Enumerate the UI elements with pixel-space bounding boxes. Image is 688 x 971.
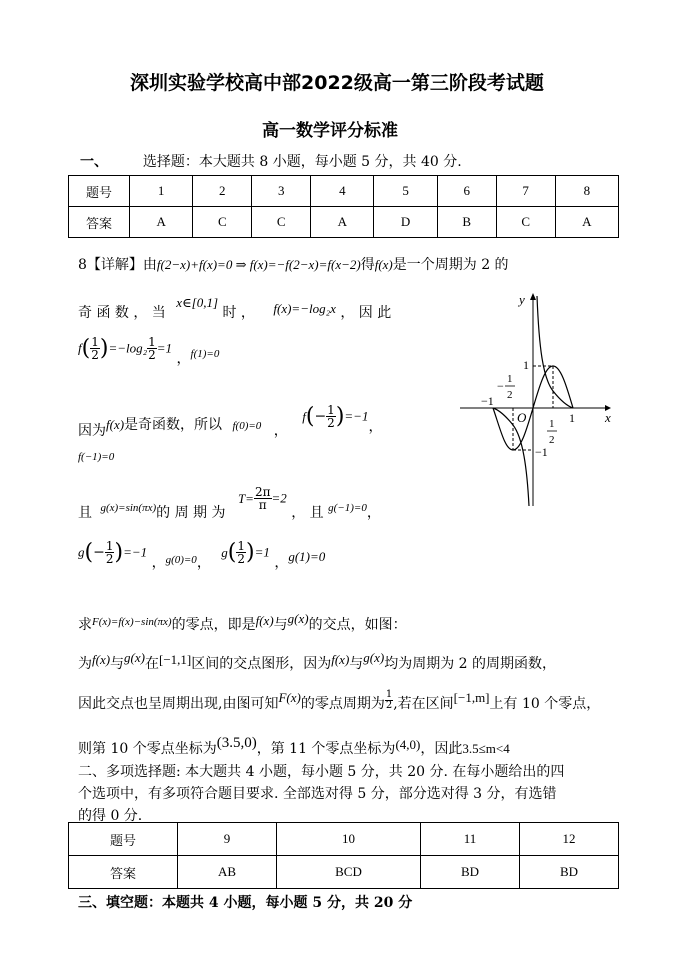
q8-eq3b: =−log₂ [108, 340, 148, 356]
table-cell: 10 [276, 823, 420, 856]
frac-num: 1 [105, 539, 114, 553]
table-row [69, 856, 619, 889]
section1-heading [80, 151, 462, 171]
q8-l8c: 与 [273, 617, 288, 633]
tick-half-den: 2 [549, 434, 555, 446]
frac-den: 2 [105, 552, 114, 566]
table-cell: BD [421, 856, 520, 889]
q8-l10d: 上有 10 个零点， [489, 696, 601, 712]
q8-line5: f(−1)=0 [78, 451, 115, 463]
q8-l2c: ， 因 此 [340, 305, 392, 321]
q8-l10F: F(x) [278, 690, 301, 705]
frac-den: π [258, 498, 267, 512]
value-1-label: 1 [523, 358, 529, 372]
fraction-half [90, 336, 100, 361]
q8-l4fx: f(x) [106, 416, 125, 432]
q8-eq1: f(2−x)+f(x)=0 ⇒ f(x)=−f(2−x)=f(x−2) [156, 257, 361, 272]
q8-l10a: 因此交点也呈周期出现,由图可知 [78, 696, 279, 712]
q8-l9e: 与 [349, 656, 364, 672]
frac-den: 2 [237, 552, 245, 566]
q8-l8fx: f(x) [255, 613, 274, 628]
frac-num: 1 [385, 688, 393, 700]
fraction-half [385, 690, 393, 711]
q8-line4: 因为f(x)是奇函数，所以 $_{f(0)=0}$ ， f(− $\frac{1}{2}$ )=−1， [78, 403, 383, 439]
section1-label: 选择题：本大题共 8 小题，每小题 5 分，共 40 分. [142, 154, 462, 170]
value-neg1-label: −1 [535, 445, 548, 459]
y-axis-arrow [530, 293, 536, 300]
frac-den: 2 [327, 416, 335, 430]
frac-num: 1 [327, 403, 335, 417]
q8-l6b: g(x)=sin(πx) [100, 501, 157, 514]
q8-l4a: 因为 [78, 422, 106, 439]
q8-l7g4: g(1)=0 [288, 548, 326, 564]
q8-line8 [78, 611, 407, 634]
frac-den: 2 [385, 699, 393, 711]
frac-num: 1 [91, 335, 99, 349]
q8-l11d: 3.5≤m<4 [462, 741, 510, 756]
q8-l7g1: g [78, 544, 85, 560]
q8-l4e: f [302, 408, 306, 424]
row-header: 题号 [69, 823, 178, 856]
table-cell: D [374, 207, 437, 238]
q8-l10c: ,若在区间 [393, 696, 454, 712]
q8-l7c2: ， [196, 554, 211, 571]
q8-line6 [78, 485, 381, 521]
fraction-period [254, 486, 272, 511]
table-cell: C [252, 207, 311, 238]
section3-heading: 三、填空题：本题共 4 小题，每小题 5 分，共 20 分 [78, 895, 413, 911]
table-cell: BD [519, 856, 618, 889]
table-cell: A [311, 207, 374, 238]
section1-number: 一、 [80, 154, 108, 170]
q8-line3: f( $\frac{1}{2}$ )=−log₂ $\frac{1}{2}$ =1 ，$_{f(1)=0}$ [78, 335, 220, 367]
q8-line11 [78, 735, 510, 758]
tick-half-num: 1 [549, 418, 555, 430]
neg-sign: − [93, 544, 105, 561]
neg-sign: − [314, 408, 327, 425]
q8-l11c: ，因此 [420, 741, 463, 757]
q8-l7c1: ， [151, 554, 166, 571]
q8-l7v3: =1 [254, 544, 270, 560]
q8-l9a: 为 [78, 656, 92, 672]
q8-l4f: =−1 [344, 408, 369, 424]
q8-fx1: f(x) [374, 257, 393, 272]
q8-l9int: [−1,1] [158, 652, 192, 667]
tick-neg1: −1 [481, 394, 494, 408]
q8-l8d: 的交点，如图： [308, 617, 407, 633]
table-cell: 8 [555, 176, 618, 207]
q8-line9 [78, 650, 557, 673]
q8-l11a: 则第 10 个零点坐标为 [78, 741, 217, 757]
x-label: x [605, 410, 611, 425]
section2-line1: 二、多项选择题: 本大题共 4 小题，每小题 5 分，共 20 分. 在每小题给出的四 [78, 764, 565, 780]
table-cell: 11 [421, 823, 520, 856]
tick-neg-half-den: 2 [507, 389, 513, 401]
q8-l2b: 时 ， [222, 305, 255, 321]
fraction-half [147, 336, 157, 361]
q8-l7c3: ， [274, 554, 289, 571]
q8-l4g: ， [368, 418, 383, 435]
q8-l6eq: =2 [271, 490, 287, 506]
tick-neg-half-sign: − [497, 379, 504, 393]
section2-heading [78, 761, 564, 827]
table-cell: C [193, 207, 252, 238]
tick-neg-half-num: 1 [507, 373, 513, 385]
q8-cond: x∈[0,1] [176, 295, 219, 310]
q8-l6c: 的 周 期 为 [156, 504, 226, 521]
q8-l11p2: (4,0) [395, 737, 421, 752]
q8-l4c: f(0)=0 [232, 419, 262, 432]
q8-line10 [78, 688, 601, 715]
q8-de: 得 [360, 257, 375, 273]
q8-eq2: f(x)=−log₂x [273, 301, 336, 316]
answer-table-1 [68, 175, 619, 238]
q8-l9d: 区间的交点图形，因为 [191, 656, 332, 672]
q8-l8gx: g(x) [287, 611, 309, 626]
table-row [69, 823, 619, 856]
q8-l6d: ， 且 [291, 504, 324, 521]
table-row [69, 176, 619, 207]
q8-eq3c: =1 [156, 340, 173, 356]
q8-l8b: 的零点，即是 [171, 617, 256, 633]
table-cell: B [437, 207, 496, 238]
q8-l4d: ， [273, 422, 288, 439]
q8-l6e: g(−1)=0 [328, 501, 367, 514]
table-cell: AB [178, 856, 277, 889]
q8-l9fx2: f(x) [331, 652, 350, 667]
q8-l6T: T= [237, 490, 254, 506]
frac-den: 2 [148, 348, 156, 362]
origin-label: O [517, 410, 527, 425]
q8-l10b: 的零点周期为 [300, 696, 385, 712]
q8-eq3d: ， [176, 350, 191, 367]
q8-l11b: ，第 11 个零点坐标为 [256, 741, 396, 757]
table-cell: 1 [130, 176, 193, 207]
table-cell: 9 [178, 823, 277, 856]
table-cell: 2 [193, 176, 252, 207]
table-cell: A [555, 207, 618, 238]
row-header: 题号 [69, 176, 130, 207]
q8-l7g3: g [221, 544, 228, 560]
table-cell: C [496, 207, 555, 238]
q8-l11p1: (3.5,0) [216, 735, 257, 751]
page-subtitle: 高一数学评分标准 [262, 121, 398, 141]
frac-den: 2 [91, 348, 99, 362]
table-cell: 6 [437, 176, 496, 207]
row-header: 答案 [69, 207, 130, 238]
frac-num: 2π [254, 485, 271, 499]
q8-l9b: 与 [110, 656, 125, 672]
frac-num: 1 [237, 539, 245, 553]
table-cell: 4 [311, 176, 374, 207]
row-header: 答案 [69, 856, 178, 889]
q8-period: 是一个周期为 2 的 [392, 257, 509, 273]
q8-l7g2: g(0)=0 [165, 553, 197, 566]
frac-num: 1 [148, 335, 156, 349]
q8-l10int: [−1,m] [453, 690, 490, 705]
q8-l9c: 在 [144, 656, 159, 672]
answer-table-2 [68, 822, 619, 889]
q8-eq3a: f [78, 340, 82, 356]
table-cell: 3 [252, 176, 311, 207]
page-title: 深圳实验学校高中部2022级高一第三阶段考试题 [130, 72, 544, 94]
q8-l8F: F(x)=f(x)−sin(πx) [92, 616, 172, 628]
q8-l9f: 均为周期为 2 的周期函数， [384, 656, 557, 672]
q8-l9fx: f(x) [92, 652, 111, 667]
q8-l4b: 是奇函数，所以 [124, 416, 223, 433]
table-cell: BCD [276, 856, 420, 889]
table-cell: A [130, 207, 193, 238]
q8-line7: g(− $\frac{1}{2}$ )=−1 ，$_{g(0)=0}$， g( $\frac{1}{2}$ )=1 ，g(1)=0 [78, 539, 326, 571]
q8-l6a: 且 [78, 504, 92, 521]
q8-eq3e: f(1)=0 [190, 347, 220, 360]
table-cell: 5 [374, 176, 437, 207]
q8-prefix: 8【详解】由 [78, 257, 157, 273]
table-row [69, 207, 619, 238]
function-graph [455, 288, 615, 508]
q8-l2a: 奇 函 数 ， 当 [78, 305, 166, 321]
q8-l7v1: =−1 [123, 544, 148, 560]
q8-l6f: ， [366, 504, 381, 521]
section2-line3: 的得 0 分. [78, 808, 143, 824]
q8-l9gx2: g(x) [363, 650, 385, 665]
q8-l8a: 求 [78, 617, 92, 633]
fraction-half [236, 540, 246, 565]
q8-line1 [78, 254, 509, 274]
section2-line2: 个选项中，有多项符合题目要求. 全部选对得 5 分，部分选对得 3 分，有选错 [78, 786, 557, 802]
table-cell: 7 [496, 176, 555, 207]
tick-1: 1 [569, 411, 575, 425]
fraction-half [326, 404, 336, 429]
y-label: y [519, 292, 525, 307]
q8-line2 [78, 295, 392, 322]
table-cell: 12 [519, 823, 618, 856]
q8-l9gx: g(x) [124, 650, 145, 665]
